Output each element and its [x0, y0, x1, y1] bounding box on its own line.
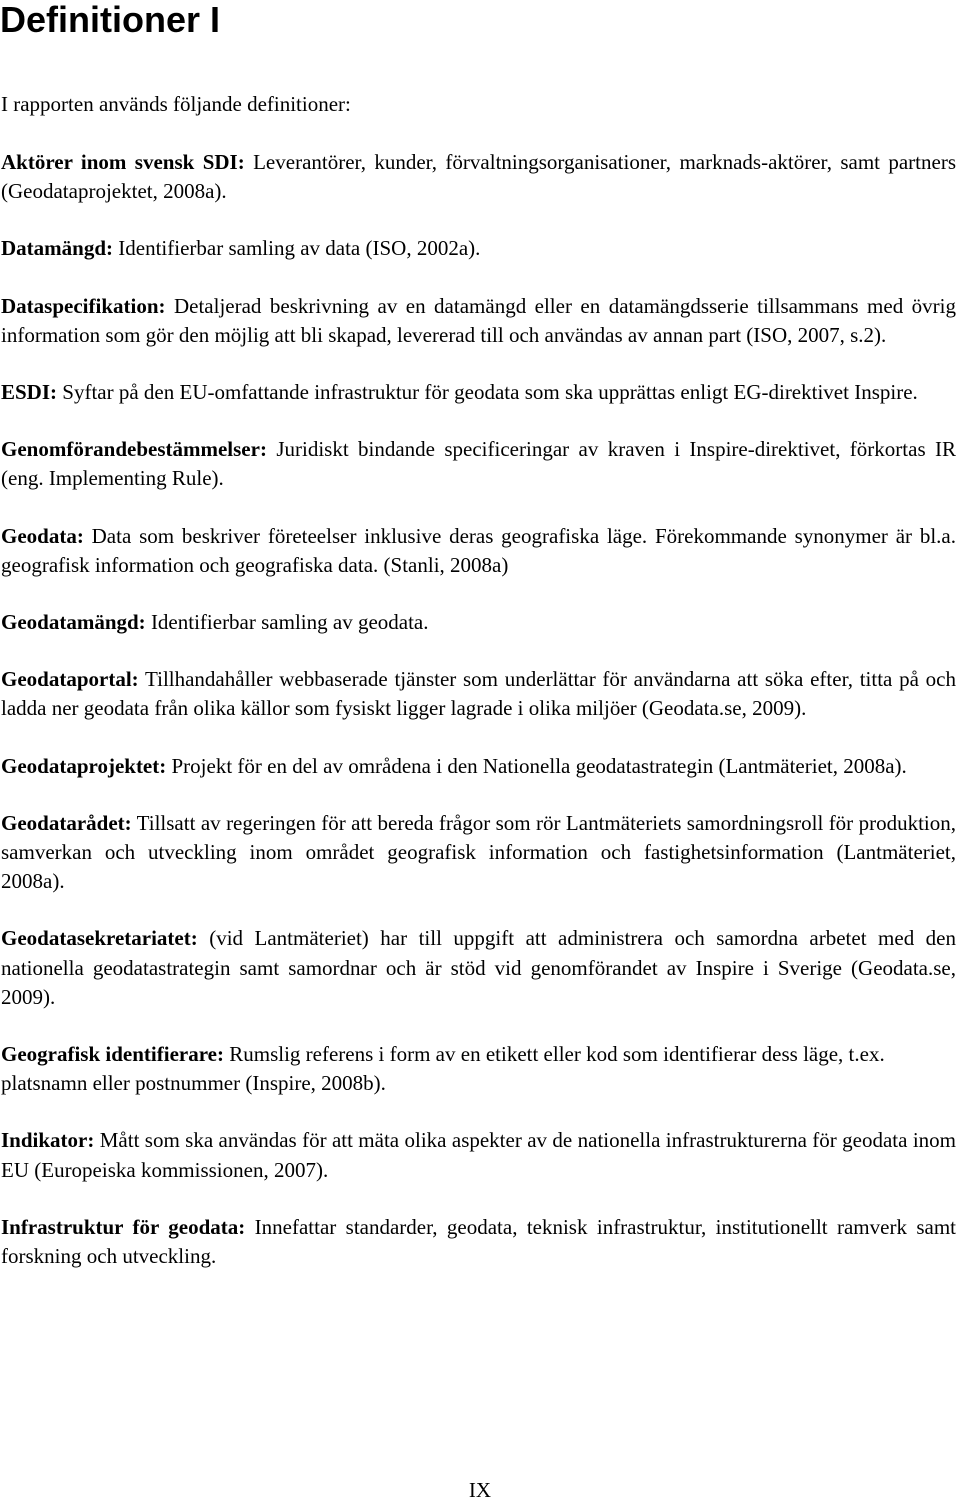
definition-term: Geodatarådet: — [1, 810, 132, 835]
definition-esdi — [1, 378, 956, 407]
intro-text: I rapporten används följande definitioner: — [1, 92, 351, 116]
definition-geodataprojektet — [1, 752, 956, 781]
definition-geodata — [1, 522, 956, 580]
definition-term: ESDI: — [1, 380, 58, 405]
definition-indikator — [1, 1126, 956, 1184]
definition-geodatamangd — [1, 608, 956, 637]
definition-text: Tillsatt av regeringen för att bereda frågor som rör Lantmäteriets samordningsroll för produktion, samverkan och utveckling inom området geografisk information och fastighetsinformation (Lantmäteriet, 2008a). — [1, 810, 956, 894]
definition-term: Geodataportal: — [1, 667, 139, 692]
definition-datamangd — [1, 234, 956, 263]
definition-term: Indikator: — [1, 1128, 95, 1153]
definition-text: Tillhandahåller webbaserade tjänster som underlättar för användarna att söka efter, titta på och ladda ner geodata från olika källor som fysiskt ligger lagrade i olika miljöer (Geodata.se, 2009). — [1, 667, 956, 721]
definition-genomforandebestammelser — [1, 435, 956, 493]
definition-text: Identifierbar samling av data (ISO, 2002a). — [118, 236, 481, 261]
definition-text: Juridiskt bindande specificeringar av kraven i Inspire-direktivet, förkortas IR (eng. Implementing Rule). — [1, 437, 956, 491]
page-number: IX — [468, 1478, 492, 1502]
definition-text: Rumslig referens i form av en etikett eller kod som identifierar dess läge, t.ex. platsnamn eller postnummer (Inspire, 2008b). — [1, 1042, 885, 1096]
definition-term: Datamängd: — [1, 236, 114, 261]
definition-text: Leverantörer, kunder, förvaltningsorganisationer, marknads-aktörer, samt partners (Geodataprojektet, 2008a). — [1, 150, 956, 204]
definition-dataspecifikation — [1, 292, 956, 350]
definition-term: Genomförandebestämmelser: — [1, 437, 267, 462]
definition-text: Detaljerad beskrivning av en datamängd eller en datamängdsserie tillsammans med övrig information som gör den möjlig att bli skapad, levererad till och användas av annan part (ISO, 2007, s.2). — [1, 293, 957, 347]
definition-term: Geodatasekretariatet: — [1, 926, 198, 951]
definition-term: Aktörer inom svensk SDI: — [1, 150, 245, 174]
definition-text: (vid Lantmäteriet) har till uppgift att administrera och samordna arbetet med den nationella geodatastrategin samt samordnar och är stöd vid genomförandet av Inspire i Sverige (Geodata.se, 2009). — [1, 926, 956, 1009]
definition-term: Geodatamängd: — [1, 610, 146, 635]
page-title: Definitioner I — [0, 0, 221, 40]
definition-text: Projekt för en del av områdena i den Nationella geodatastrategin (Lantmäteriet, 2008a). — [171, 753, 907, 778]
definition-term: Geodata: — [1, 523, 84, 548]
definition-infrastruktur-for-geodata — [1, 1213, 956, 1271]
definition-aktorer — [1, 148, 956, 206]
definition-term: Geografisk identifierare: — [1, 1042, 224, 1067]
definition-geodataradet — [1, 809, 956, 897]
definition-term: Geodataprojektet: — [1, 753, 167, 778]
definition-term: Infrastruktur för geodata: — [1, 1214, 246, 1239]
definition-text: Syftar på den EU-omfattande infrastruktur för geodata som ska upprättas enligt EG-direktivet Inspire. — [62, 380, 918, 405]
definition-geografisk-identifierare — [1, 1040, 956, 1098]
definition-text: Identifierbar samling av geodata. — [150, 610, 429, 635]
definition-text: Data som beskriver företeelser inklusive deras geografiska läge. Förekommande synonymer är bl.a. geografisk information och geografiska data. (Stanli, 2008a) — [1, 523, 957, 577]
definition-geodatasekretariatet — [1, 924, 956, 1012]
definition-text: Innefattar standarder, geodata, teknisk infrastruktur, institutionellt ramverk samt forskning och utveckling. — [1, 1214, 956, 1269]
definition-geodataportal — [1, 665, 956, 723]
definition-term: Dataspecifikation: — [1, 293, 166, 318]
definitions-content — [1, 90, 956, 1271]
definition-text: Mått som ska användas för att mäta olika aspekter av de nationella infrastrukturerna för geodata inom EU (Europeiska kommissionen, 2007). — [1, 1128, 956, 1182]
